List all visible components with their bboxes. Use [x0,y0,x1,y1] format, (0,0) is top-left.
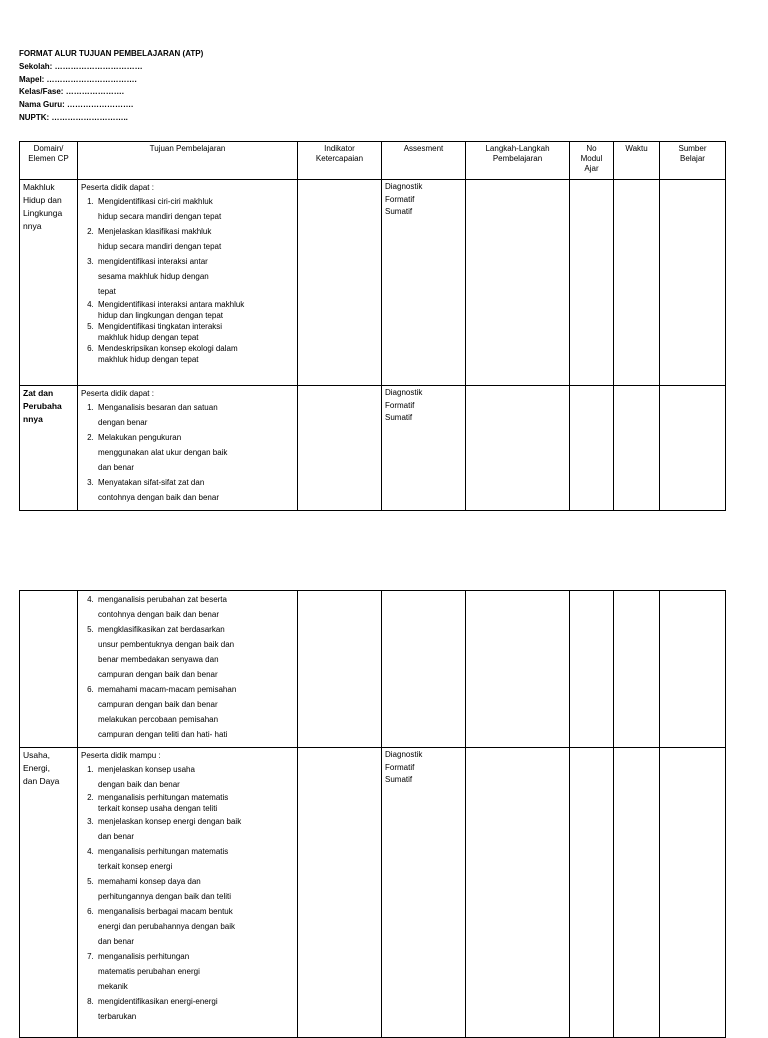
langkah-cell [466,386,570,511]
indikator-cell [298,386,382,511]
assessment-cell: Diagnostik Formatif Sumatif [382,748,466,1038]
modul-cell [570,748,614,1038]
atp-table-page-2 [19,590,726,1038]
waktu-cell [614,591,660,748]
table-header-row [20,142,726,180]
domain-cell: Zat dan Perubaha nnya [20,386,78,511]
sumber-cell [660,386,726,511]
atp-table-page-1 [19,141,726,511]
field-nuptk: NUPTK: ……………………….. [19,112,128,122]
langkah-cell [466,591,570,748]
indikator-cell [298,748,382,1038]
field-guru: Nama Guru: ……………………. [19,100,134,110]
waktu-cell [614,748,660,1038]
langkah-cell [466,748,570,1038]
col-waktu: Waktu [614,142,660,180]
waktu-cell [614,180,660,386]
domain-cell: Usaha, Energi, dan Daya [20,748,78,1038]
sumber-cell [660,591,726,748]
col-modul: No Modul Ajar [570,142,614,180]
modul-cell [570,386,614,511]
waktu-cell [614,386,660,511]
assessment-cell: Diagnostik Formatif Sumatif [382,180,466,386]
domain-cell [20,591,78,748]
col-sumber: Sumber Belajar [660,142,726,180]
col-tujuan: Tujuan Pembelajaran [78,142,298,180]
assessment-cell [382,591,466,748]
indikator-cell [298,591,382,748]
langkah-cell [466,180,570,386]
sumber-cell [660,180,726,386]
col-domain: Domain/ Elemen CP [20,142,78,180]
col-langkah: Langkah-Langkah Pembelajaran [466,142,570,180]
assessment-cell: Diagnostik Formatif Sumatif [382,386,466,511]
document-title: FORMAT ALUR TUJUAN PEMBELAJARAN (ATP) [19,49,204,58]
col-assesment: Assesment [382,142,466,180]
table-row [20,180,726,386]
modul-cell [570,591,614,748]
tujuan-cell: Peserta didik dapat : 1. Mengidentifikasi ciri-ciri makhluk hidup secara mandiri dengan tepat 2. Menjelaskan klasifikasi makhluk hidup secara mandiri dengan tepat 3. mengidentifikasi interaksi antar sesama makhluk hidup dengan tepat 4. Mengidentifikasi interaksi antara makhluk hidup dan lingkungan dengan tepat 5. Mengidentifikasi tingkatan interaksi makhluk hidup dengan tepat 6. Mendeskripsikan konsep ekologi dalam makhluk hidup dengan tepat [78,180,298,386]
tujuan-cell: Peserta didik dapat : 1. Menganalisis besaran dan satuan dengan benar 2. Melakukan pengukuran menggunakan alat ukur dengan baik dan benar 3. Menyatakan sifat-sifat zat dan contohnya dengan baik dan benar [78,386,298,511]
field-mapel: Mapel: ……………………………. [19,74,137,84]
indikator-cell [298,180,382,386]
table-row [20,386,726,511]
col-indikator: Indikator Ketercapaian [298,142,382,180]
table-row [20,591,726,748]
tujuan-cell: Peserta didik mampu : 1. menjelaskan konsep usaha dengan baik dan benar 2. menganalisis perhitungan matematis terkait konsep usaha dengan teliti 3. menjelaskan konsep energi dengan baik dan benar 4. menganalisis perhitungan matematis terkait konsep energi 5. memahami konsep daya dan perhitungannya dengan baik dan teliti 6. menganalisis berbagai macam bentuk energi dan perubahannya dengan baik dan benar 7. menganalisis perhitungan matematis perubahan energi mekanik 8. mengidentifikasikan energi-energi terbarukan [78,748,298,1038]
tujuan-cell: 4. menganalisis perubahan zat beserta contohnya dengan baik dan benar 5. mengklasifikasikan zat berdasarkan unsur pembentuknya dengan baik dan benar membedakan senyawa dan campuran dengan baik dan benar 6. memahami macam-macam pemisahan campuran dengan baik dan benar melakukan percobaan pemisahan campuran dengan teliti dan hati- hati [78,591,298,748]
domain-cell: Makhluk Hidup dan Lingkunga nnya [20,180,78,386]
field-sekolah: Sekolah: …………………………… [19,61,143,71]
table-row [20,748,726,1038]
sumber-cell [660,748,726,1038]
modul-cell [570,180,614,386]
document-header [19,48,203,125]
field-kelas: Kelas/Fase: …………………. [19,87,124,97]
